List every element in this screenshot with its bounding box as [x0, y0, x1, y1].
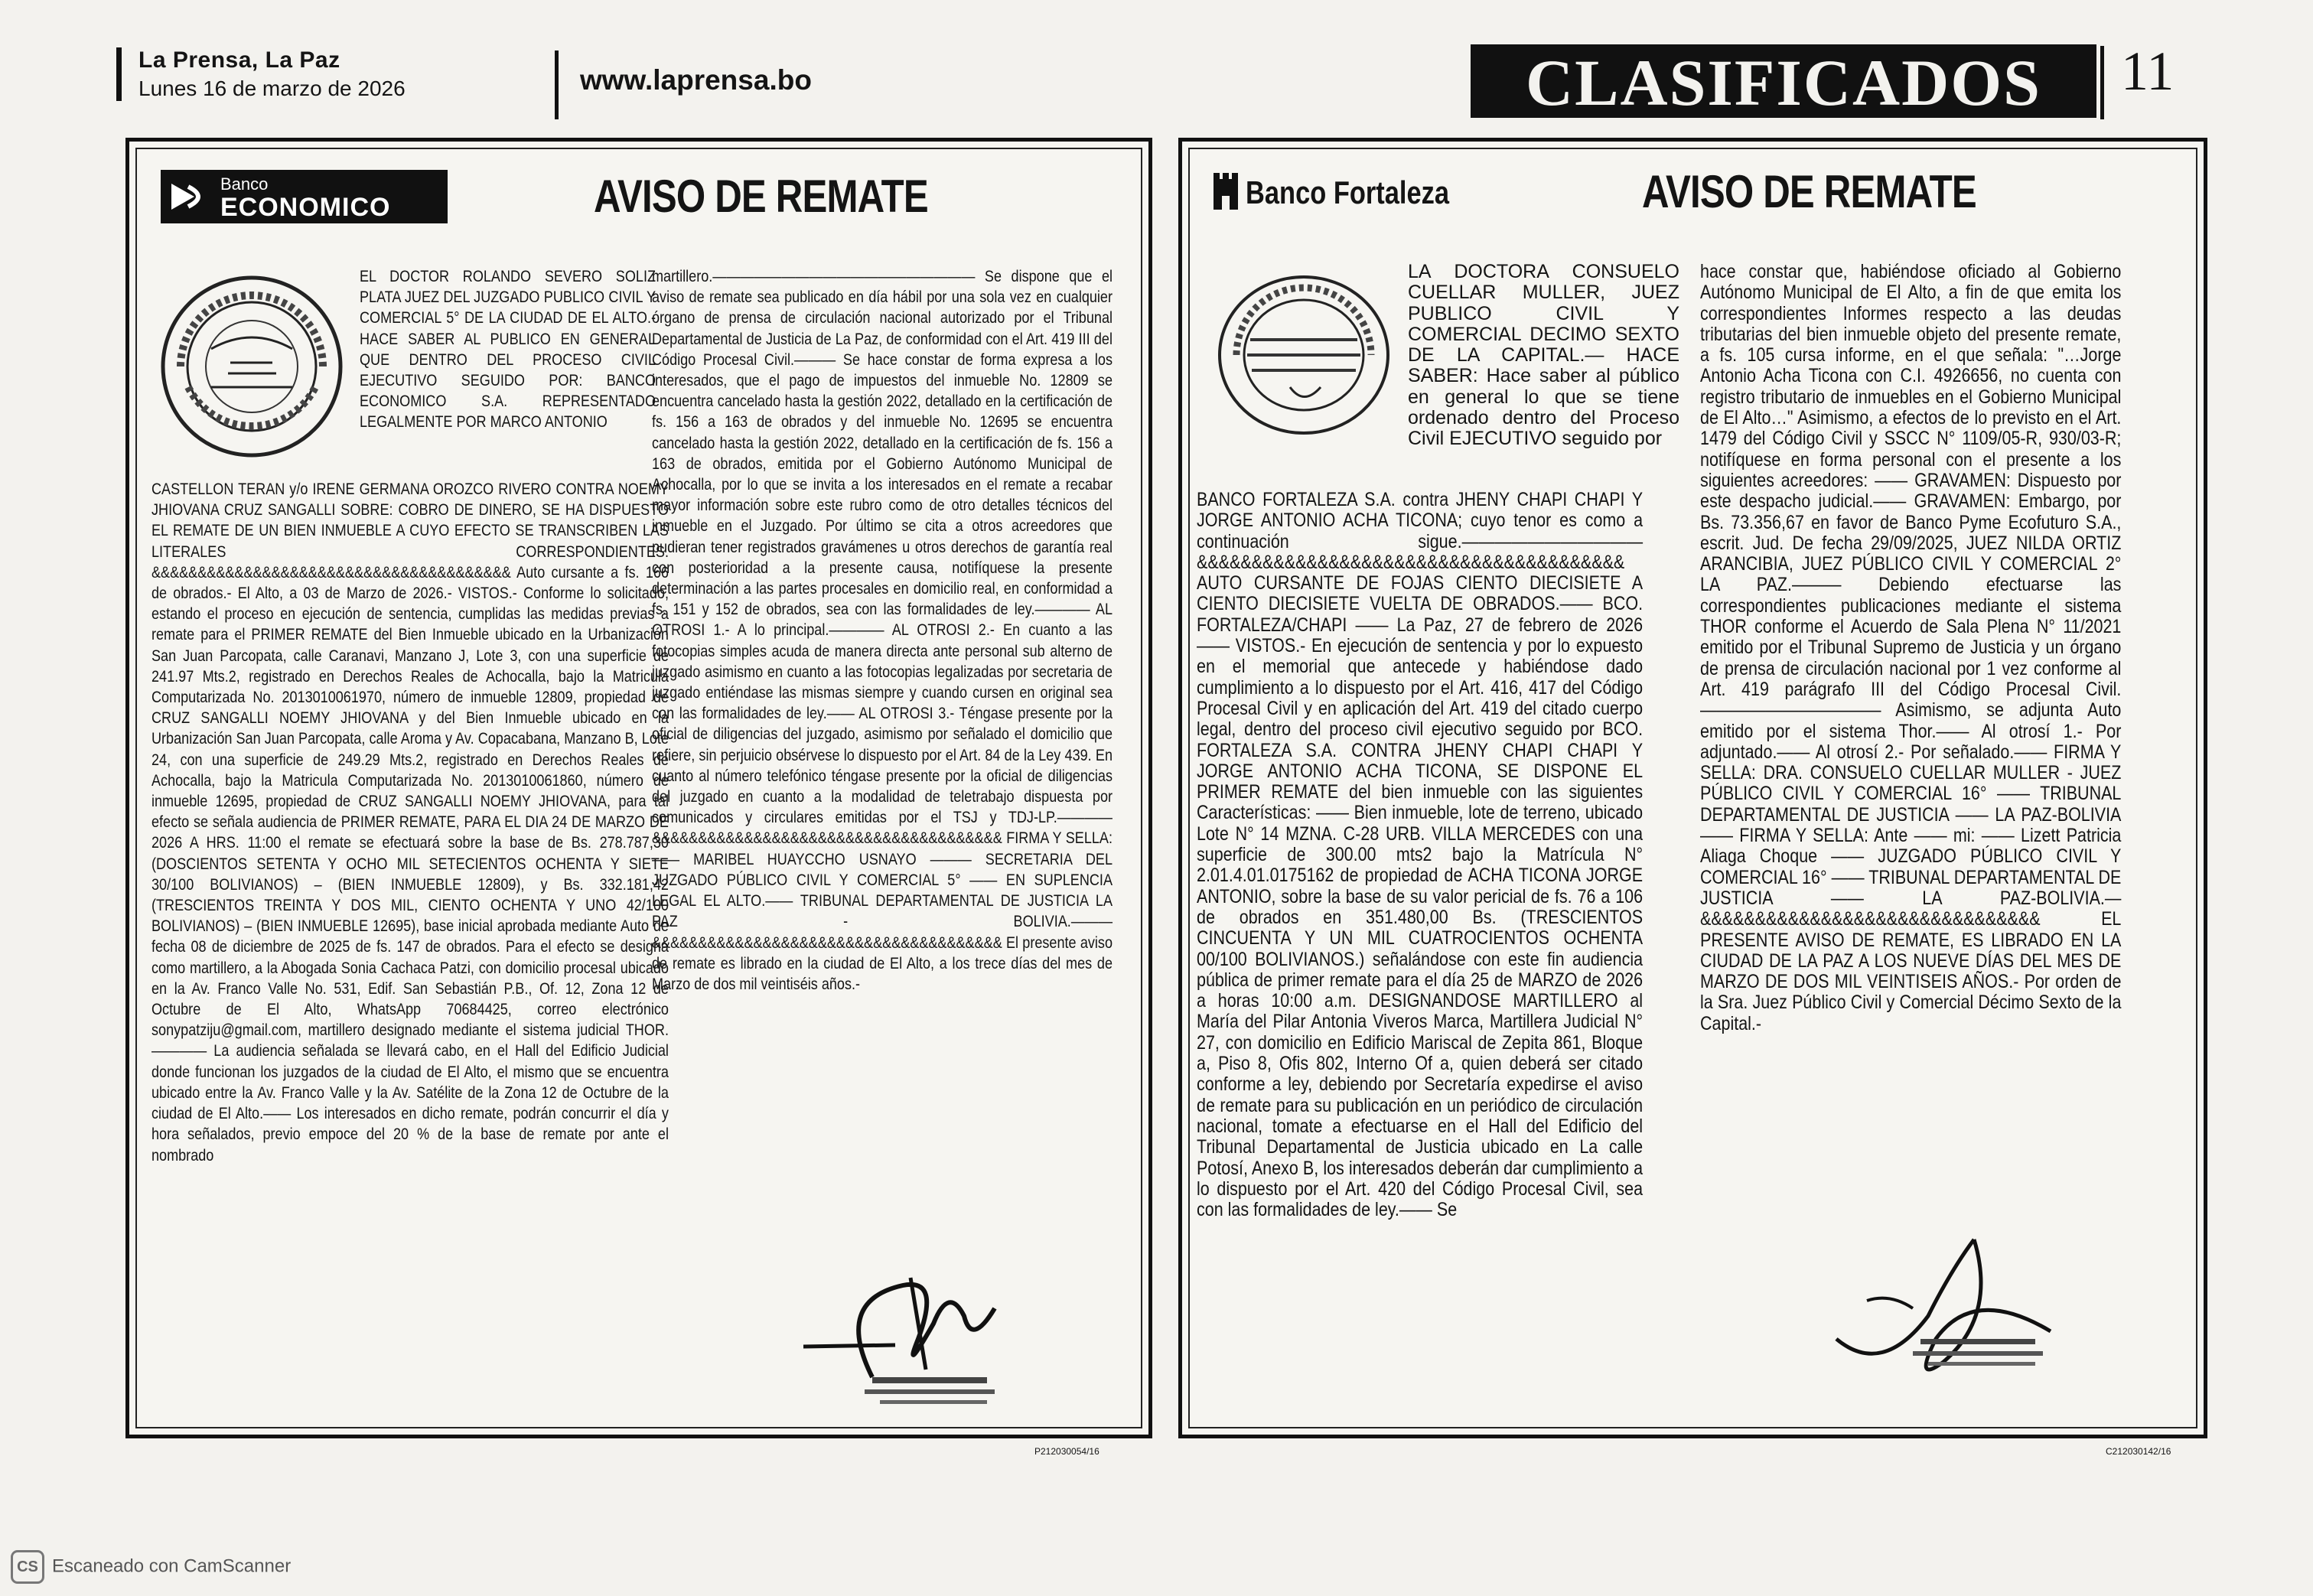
court-seal-icon: [158, 272, 346, 461]
ad2-left-column: [1197, 490, 1643, 1220]
ad2-right-column: [1700, 262, 2121, 1034]
publication-name: La Prensa, La Paz: [138, 47, 340, 73]
section-title: CLASIFICADOS: [1471, 44, 2096, 118]
camscanner-badge-icon: CS: [11, 1550, 44, 1584]
ad2-intro-column: [1408, 262, 1679, 450]
ad2-footer-code: C212030142/16: [2106, 1446, 2171, 1457]
ad-title: AVISO DE REMATE: [594, 171, 928, 222]
banco-economico-logo: [161, 170, 448, 223]
court-seal-icon: [1214, 272, 1394, 438]
camscanner-label: Escaneado con CamScanner: [52, 1555, 292, 1577]
bank-label-small: Banco: [220, 174, 269, 194]
ad1-right-column: [652, 266, 1113, 995]
bank-label-big: ECONOMICO: [220, 193, 391, 222]
ad2-intro-text: LA DOCTORA CONSUELO CUELLAR MULLER, JUEZ PUBLICO CIVIL Y COMERCIAL DECIMO SEXTO DE LA CAPITAL.— HACE SABER: Hace saber al público en general lo que se tiene ordenado dentro del Proceso Civil EJECUTIVO seguido por: [1408, 261, 1679, 450]
header-divider: [555, 50, 559, 119]
publication-date: Lunes 16 de marzo de 2026: [138, 77, 406, 100]
secretary-signature-icon: [788, 1255, 1010, 1415]
ad1-intro-text: EL DOCTOR ROLANDO SEVERO SOLIZ PLATA JUEZ DEL JUZGADO PUBLICO CIVIL Y COMERCIAL 5° DE LA CIUDAD DE EL ALTO.- HACE SABER AL PUBLICO EN GENERAL QUE DENTRO DEL PROCESO CIVIL EJECUTIVO SEGUIDO POR: BANCO ECONOMICO S.A. REPRESENTADO LEGALMENTE POR MARCO ANTONIO: [360, 268, 656, 432]
camscanner-watermark: [11, 1550, 291, 1584]
website-link[interactable]: www.laprensa.bo: [580, 64, 812, 96]
header-divider-2: [2100, 46, 2104, 119]
ad2-right-text: hace constar que, habiéndose oficiado al Gobierno Autónomo Municipal de El Alto, a fin de que emita los correspondientes Informes respecto a las deudas tributarias del bien inmueble objeto del presente remate, a fs. 105 cursa informe, en el que señala: "…Jorge Antonio Acha Ticona con C.I. 4926656, no cuenta con registro tributario de inmuebles en el Gobierno Municipal de El Alto…" Asimismo, a efectos de lo previsto en el Art. 1479 del Código Civil y SSCC N° 1109/05-R, 930/03-R; notifíquese en forma personal con el presente a los siguientes acreedores: —— GRAVAMEN: Dispuesto por este despacho judicial.—— GRAVAMEN: Embargo, por Bs. 73.356,67 en favor de Banco Pyme Ecofuturo S.A., escrit. Jud. De fecha 29/09/2025, JUEZ NILDA ORTIZ ARANCIBIA, JUEZ PÚBLICO CIVIL Y COMERCIAL 2° LA PAZ.——— Debiendo efectuarse las correspondientes publicaciones mediante el sistema THOR conforme el Acuerdo de Sala Plena N° 11/2021 emitido por el Tribunal Supremo de Justicia y un órgano de prensa de circulación nacional por 1 vez conforme al Art. 419 parágrafo III del Código Procesal Civil.——————————— Asimismo, se adjunta Auto emitido por el sistema Thor.—— Al otrosí 1.- Por adjuntado.—— Al otrosí 2.- Por señalado.—— FIRMA Y SELLA: DRA. CONSUELO CUELLAR MULLER - JUEZ PÚBLICO CIVIL Y COMERCIAL 16° —— TRIBUNAL DEPARTAMENTAL DE JUSTICIA —— LA PAZ-BOLIVIA —— FIRMA Y SELLA: Ante —— mi: —— Lizett Patricia Aliaga Choque —— JUZGADO PÚBLICO CIVIL Y COMERCIAL 16° —— TRIBUNAL DEPARTAMENTAL DE JUSTICIA —— LA PAZ-BOLIVIA.— &&&&&&&&&&&&&&&&&&&&&&&&&&&&&&& EL PRESENTE AVISO DE REMATE, ES LIBRADO EN LA CIUDAD DE LA PAZ A LOS NUEVE DÍAS DEL MES DE MARZO DE DOS MIL VEINTISEIS AÑOS.- Por orden de la Sra. Juez Público Civil y Comercial Décimo Sexto de la Capital.-: [1700, 261, 2122, 1034]
banco-fortaleza-logo-icon: [1210, 171, 1241, 213]
bank-name: Banco Fortaleza: [1246, 174, 1450, 210]
banco-economico-logo-icon: [168, 179, 211, 214]
ad2-left-text: BANCO FORTALEZA S.A. contra JHENY CHAPI CHAPI Y JORGE ANTONIO ACHA TICONA; cuyo tenor es como a continuación sigue.——————————— &&&&&&&&&&&&&&&&&&&&&&&&&&&&&&&&&&&&&&& AUTO CURSANTE DE FOJAS CIENTO DIECISIETE A CIENTO DIECISIETE VUELTA DE OBRADOS.—— BCO. FORTALEZA/CHAPI —— La Paz, 27 de febrero de 2026 —— VISTOS.- En ejecución de sentencia y por lo expuesto en el memorial que antecede y habiéndose dado cumplimiento a lo dispuesto por el Art. 416, 417 del Código Procesal Civil y en aplicación del Art. 419 del citado cuerpo legal, dentro del proceso civil ejecutivo seguido por BCO. FORTALEZA S.A. CONTRA JHENY CHAPI CHAPI Y JORGE ANTONIO ACHA TICONA, SE DISPONE EL PRIMER REMATE del bien inmueble con las siguientes Características: —— Bien inmueble, lote de terreno, ubicado Lote N° 14 MZNA. C-28 URB. VILLA MERCEDES con una superficie de 300.00 mts2 bajo la Matrícula N° 2.01.4.01.0175162 de propiedad de ACHA TICONA JORGE ANTONIO, sobre la base de su valor pericial de fs. 76 a 106 de obrados en 351.480,00 Bs. (TRESCIENTOS CINCUENTA Y UN MIL CUATROCIENTOS OCHENTA 00/100 BOLIVIANOS.) señalándose con este fin audiencia pública de primer remate para el día 25 de MARZO de 2026 a horas 10:00 a.m. DESIGNANDOSE MARTILLERO al María del Pilar Antonia Viveros Marca, Martillera Judicial N° 27, con domicilio en Edificio Mariscal de Zepita 861, Bloque a, Piso 8, Ofis 802, Interno Of a, quien deberá ser citado conforme a ley, debiendo por Secretaría expedirse el aviso de remate para su publicación en un periódico de circulación nacional, tomate a efectuarse en el Hall del Edificio del Tribunal Departamental de Justicia ubicado en La calle Potosí, Anexo B, los interesados deberán dar cumplimiento a lo dispuesto por el Art. 420 del Código Procesal Civil, sea con las formalidades de ley.—— Se: [1197, 489, 1644, 1221]
ad1-intro-column: [360, 266, 656, 433]
ad1-right-text: martillero.——————————————————— Se dispone que el aviso de remate sea publicado en día hábil por una sola vez en cualquier órgano de prensa de circulación nacional autorizado por el Tribunal Departamental de Justicia de La Paz, de conformidad con el Art. 419 III del Código Procesal Civil.——— Se hace constar de forma expresa a los interesados, que el pago de impuestos del inmueble No. 12809 se encuentra cancelado hasta la gestión 2022, detallado en la certificación de fs. 156 a 163 de obrados y del inmueble No. 12695 se encuentra cancelado hasta la gestión 2022, detallado en la certificación de fs. 156 a 163 de obrados, emitida por el Gobierno Autónomo Municipal de Achocalla, por lo que se invita a los interesados en el remate a recabar mayor información sobre este rubro como de otro detalles técnicos del inmueble en el Juzgado. Por último se cita a otros acreedores que pudieran tener registrados gravámenes u otros derechos de garantía real con posterioridad a la presente causa, notifíquese la presente determinación a las partes procesales en domicilio real, en conformidad a fs. 151 y 152 de obrados, sea con las formalidades de ley.———— AL OTROSI 1.- A lo principal.———— AL OTROSI 2.- En cuanto a las fotocopias simples acuda de manera directa ante personal sub alterno de juzgado asimismo en cuanto a las fotocopias legalizadas por secretaria de juzgado entiéndase las mismas siempre y cuando cursen en original sea con las formalidades de ley.—— AL OTROSI 3.- Téngase presente por la oficial de diligencias del juzgado, asimismo por señalado el domicilio que refiere, sin perjuicio obsérvese lo dispuesto por el Art. 84 de la Ley 439. En cuanto al número telefónico téngase presente por la oficial de diligencias del juzgado en cuanto a la modalidad de teletrabajo dispuesta por comunicados y circulares emitidas por el TSJ y TDJ-LP.———— &&&&&&&&&&&&&&&&&&&&&&&&&&&&&&&&&&&&&& FIRMA Y SELLA: —— MARIBEL HUAYCCHO USNAYO ——— SECRETARIA DEL JUZGADO PÚBLICO CIVIL Y COMERCIAL 5° —— EN SUPLENCIA LEGAL EL ALTO.—— TRIBUNAL DEPARTAMENTAL DE JUSTICIA LA PAZ - BOLIVIA.——— &&&&&&&&&&&&&&&&&&&&&&&&&&&&&&&&&&&&&& El presente aviso de remate es librado en la ciudad de El Alto, a los trece días del mes de Marzo de dos mil veintiséis años.-: [652, 268, 1113, 993]
ad1-left-text: CASTELLON TERAN y/o IRENE GERMANA OROZCO RIVERO CONTRA NOEMY JHIOVANA CRUZ SANGALLI SOBRE: COBRO DE DINERO, SE HA DISPUESTO EL REMATE DE UN BIEN INMUEBLE A CUYO EFECTO SE TRANSCRIBEN LAS LITERALES CORRESPONDIENTES. &&&&&&&&&&&&&&&&&&&&&&&&&&&&&&&&&&&&&&& Auto cursante a fs. 166 de obrados.- El Alto, a 03 de Marzo de 2026.- VISTOS.- Conforme lo solicitado, estando el proceso en ejecución de sentencia, cumplidas las medidas previas a remate para el PRIMER REMATE del Bien Inmueble ubicado en la Urbanización San Juan Parcopata, calle Caranavi, Manzano J, Lote 3, con una superficie de 241.97 Mts.2, registrado en Derechos Reales de Achocalla, bajo la Matricula Computarizada No. 2013010061970, número de inmueble 12809, propiedad de CRUZ SANGALLI NOEMY JHIOVANA y del Bien Inmueble ubicado en la Urbanización San Juan Parcopata, calle Aroma y Av. Copacabana, Manzano B, Lote 24, con una superficie de 249.29 Mts.2, registrado en Derechos Reales de Achocalla, bajo la Matricula Computarizada No. 2013010061860, número de inmueble 12695, propiedad de CRUZ SANGALLI NOEMY JHIOVANA, para tal efecto se señala audiencia de PRIMER REMATE, PARA EL DIA 24 DE MARZO DE 2026 A HRS. 11:00 el remate se efectuará sobre la base de Bs. 278.787,30 (DOSCIENTOS SETENTA Y OCHO MIL SETECIENTOS OCHENTA Y SIETE 30/100 BOLIVIANOS) – (BIEN INMUEBLE 12809), y Bs. 332.181,42 (TRESCIENTOS TREINTA Y DOS MIL, CIENTO OCHENTA Y UNO 42/100 BOLIVIANOS) – (BIEN INMUEBLE 12695), base inicial aprobada mediante Auto de fecha 08 de diciembre de 2025 de fs. 147 de obrados. Para el efecto se designa como martillero, a la Abogada Sonia Cachaca Patzi, con domicilio procesal ubicado en la Av. Franco Valle No. 531, Edif. San Sebastián P.B., Of. 12, Zona 12 de Octubre de El Alto, WhatsApp 70684425, correo electrónico sonypatziju@gmail.com, martillero designado mediante el sistema judicial THOR.———— La audiencia señalada se llevará cabo, en el Hall del Edificio Judicial donde funcionan los juzgados de la ciudad de El Alto, el mismo que se encuentra ubicado entre la Av. Franco Valle y la Av. Satélite de la Zona 12 de Octubre de la ciudad de El Alto.—— Los interesados en dicho remate, podrán concurrir el día y hora señalados, previo empoce del 20 % de la base de remate por ante el nombrado: [151, 480, 669, 1164]
ad1-left-column: [151, 479, 669, 1166]
ad-title: AVISO DE REMATE: [1642, 166, 1976, 217]
page-number: 11: [2121, 41, 2175, 102]
judge-signature-icon: [1821, 1224, 2066, 1392]
masthead-info: [116, 47, 406, 101]
ad1-footer-code: P212030054/16: [1034, 1446, 1099, 1457]
